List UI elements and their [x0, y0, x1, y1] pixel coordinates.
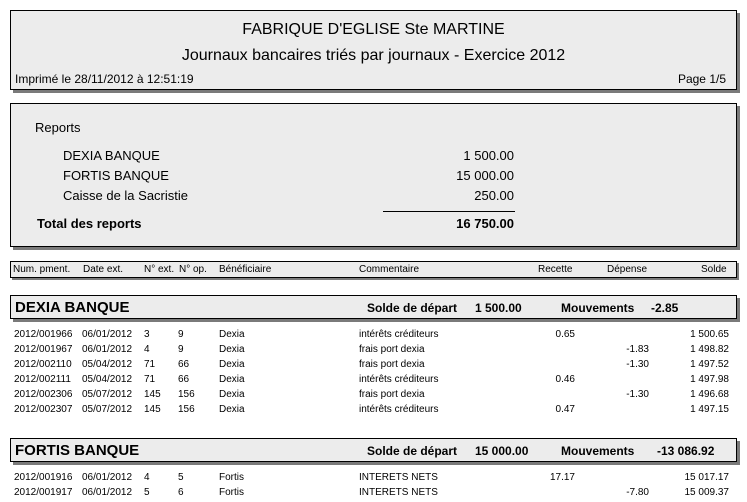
cell-next: 5	[144, 487, 150, 498]
print-date: Imprimé le 28/11/2012 à 12:51:19	[15, 72, 194, 86]
cell-comment: intérêts créditeurs	[359, 404, 439, 415]
depart-label: Solde de départ	[367, 301, 458, 315]
cell-solde: 15 017.17	[684, 472, 729, 483]
cell-benef: Dexia	[219, 374, 245, 385]
cell-solde: 1 497.98	[690, 374, 729, 385]
cell-comment: INTERETS NETS	[359, 472, 438, 483]
cell-num: 2012/002110	[14, 359, 72, 370]
reports-title: Reports	[35, 120, 81, 135]
cell-next: 4	[144, 472, 150, 483]
table-row	[0, 404, 747, 419]
col-comment: Commentaire	[359, 264, 420, 275]
cell-date: 05/04/2012	[82, 374, 133, 385]
cell-recette: 17.17	[549, 472, 575, 483]
cell-recette: 0.47	[555, 404, 575, 415]
col-date: Date ext.	[83, 264, 124, 275]
cell-benef: Dexia	[219, 404, 245, 415]
cell-date: 06/01/2012	[82, 329, 133, 340]
report-amount-fortis: 15 000.00	[456, 168, 514, 183]
depart-label: Solde de départ	[367, 444, 458, 458]
cell-nop: 9	[178, 329, 184, 340]
cell-benef: Dexia	[219, 329, 245, 340]
cell-date: 05/07/2012	[82, 404, 133, 415]
col-benef: Bénéficiaire	[219, 264, 272, 275]
table-row	[0, 359, 747, 374]
cell-nop: 156	[178, 404, 195, 415]
column-header-bar	[10, 261, 737, 278]
report-amount-caisse: 250.00	[474, 188, 514, 203]
cell-next: 145	[144, 404, 161, 415]
cell-num: 2012/001966	[14, 329, 73, 340]
report-header	[10, 10, 737, 90]
cell-num: 2012/001917	[14, 487, 73, 498]
cell-recette: 0.65	[555, 329, 575, 340]
col-num: Num. pment.	[13, 264, 71, 275]
cell-num: 2012/002307	[14, 404, 73, 415]
cell-nop: 9	[178, 344, 184, 355]
reports-box	[10, 103, 737, 247]
table-row	[0, 374, 747, 389]
cell-comment: intérêts créditeurs	[359, 374, 439, 385]
depart-value: 15 000.00	[475, 444, 529, 458]
cell-date: 06/01/2012	[82, 344, 133, 355]
cell-benef: Dexia	[219, 389, 245, 400]
cell-benef: Dexia	[219, 344, 245, 355]
cell-nop: 156	[178, 389, 195, 400]
col-recette: Recette	[538, 264, 573, 275]
cell-num: 2012/001916	[14, 472, 73, 483]
mouvements-label: Mouvements	[561, 301, 635, 315]
depart-value: 1 500.00	[475, 301, 522, 315]
organization-title: FABRIQUE D'EGLISE Ste MARTINE	[242, 21, 505, 38]
table-row	[0, 487, 747, 502]
total-reports-label: Total des reports	[37, 216, 142, 231]
cell-num: 2012/001967	[14, 344, 73, 355]
col-nop: N° op.	[179, 264, 207, 275]
cell-comment: frais port dexia	[359, 359, 425, 370]
cell-solde: 1 497.52	[690, 359, 729, 370]
section-dexia-bar	[10, 295, 737, 319]
report-subtitle: Journaux bancaires triés par journaux - Exercice 2012	[181, 47, 566, 64]
cell-next: 71	[144, 374, 156, 385]
table-row	[0, 389, 747, 404]
cell-comment: INTERETS NETS	[359, 487, 438, 498]
cell-benef: Fortis	[219, 472, 244, 483]
cell-nop: 66	[178, 359, 190, 370]
cell-solde: 1 498.82	[690, 344, 729, 355]
cell-solde: 1 496.68	[690, 389, 729, 400]
cell-next: 145	[144, 389, 161, 400]
cell-comment: frais port dexia	[359, 389, 425, 400]
mouvements-label: Mouvements	[561, 444, 635, 458]
cell-comment: intérêts créditeurs	[359, 329, 439, 340]
cell-next: 71	[144, 359, 156, 370]
section-name: DEXIA BANQUE	[15, 299, 130, 316]
cell-solde: 1 500.65	[690, 329, 729, 340]
page-number: Page 1/5	[677, 72, 726, 86]
cell-date: 05/07/2012	[82, 389, 133, 400]
cell-solde: 15 009.37	[684, 487, 729, 498]
table-row	[0, 472, 747, 487]
cell-date: 06/01/2012	[82, 472, 133, 483]
cell-depense: -1.30	[626, 359, 649, 370]
total-separator-line	[383, 211, 515, 212]
cell-depense: -1.30	[626, 389, 649, 400]
table-row	[0, 329, 747, 344]
cell-next: 4	[144, 344, 150, 355]
col-depense: Dépense	[607, 264, 648, 275]
report-label-dexia: DEXIA BANQUE	[63, 148, 160, 163]
cell-date: 05/04/2012	[82, 359, 133, 370]
cell-nop: 66	[178, 374, 190, 385]
cell-comment: frais port dexia	[359, 344, 425, 355]
cell-benef: Dexia	[219, 359, 245, 370]
col-solde: Solde	[701, 264, 727, 275]
cell-recette: 0.46	[555, 374, 575, 385]
cell-date: 06/01/2012	[82, 487, 133, 498]
cell-nop: 6	[178, 487, 184, 498]
cell-num: 2012/002306	[14, 389, 73, 400]
cell-next: 3	[144, 329, 150, 340]
section-name: FORTIS BANQUE	[15, 442, 140, 459]
report-label-caisse: Caisse de la Sacristie	[63, 188, 188, 203]
section-fortis-bar	[10, 438, 737, 462]
report-label-fortis: FORTIS BANQUE	[63, 168, 169, 183]
cell-num: 2012/002111	[14, 374, 71, 385]
table-row	[0, 344, 747, 359]
cell-solde: 1 497.15	[690, 404, 729, 415]
mouvements-value: -2.85	[651, 301, 679, 315]
cell-benef: Fortis	[219, 487, 244, 498]
mouvements-value: -13 086.92	[657, 444, 715, 458]
total-reports-amount: 16 750.00	[456, 216, 514, 231]
report-amount-dexia: 1 500.00	[463, 148, 514, 163]
cell-nop: 5	[178, 472, 184, 483]
cell-depense: -1.83	[626, 344, 649, 355]
col-next: N° ext.	[144, 264, 175, 275]
cell-depense: -7.80	[626, 487, 649, 498]
